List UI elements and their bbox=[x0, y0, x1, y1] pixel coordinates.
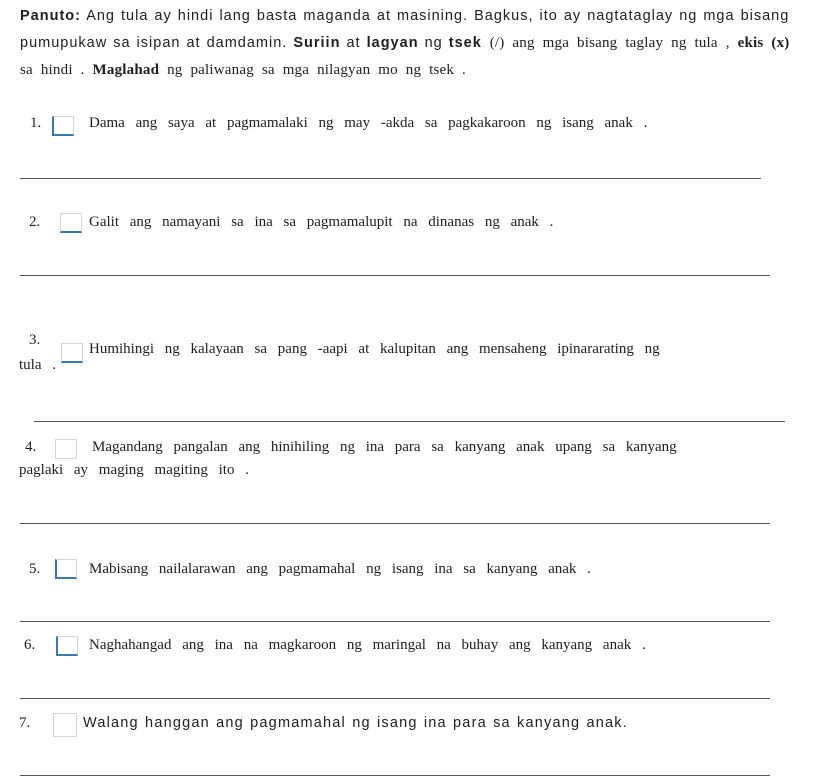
item-number: 5. bbox=[29, 561, 41, 577]
keyword-lagyan: lagyan bbox=[366, 35, 419, 51]
answer-line-3[interactable] bbox=[34, 421, 785, 422]
checkbox-item-7[interactable] bbox=[53, 713, 77, 737]
keyword-x: (x) bbox=[771, 35, 790, 51]
item-text: Humihingi ng kalayaan sa pang -aapi at kalupitan ang mensaheng ipinararating ng bbox=[89, 341, 660, 357]
item-number: 6. bbox=[24, 637, 36, 653]
checkbox-item-5[interactable] bbox=[55, 559, 77, 579]
item-text: Magandang pangalan ang hinihiling ng ina para sa kanyang anak upang sa kanyang bbox=[92, 439, 677, 455]
answer-line-1[interactable] bbox=[20, 178, 761, 179]
checkbox-item-1[interactable] bbox=[52, 116, 74, 136]
instructions-paragraph bbox=[20, 3, 790, 84]
checkbox-item-3[interactable] bbox=[61, 343, 83, 363]
checkbox-item-6[interactable] bbox=[56, 636, 78, 656]
item-text: Naghahangad ang ina na magkaroon ng maringal na buhay ang kanyang anak . bbox=[89, 637, 646, 653]
instructions-text-3: ng bbox=[418, 35, 449, 51]
keyword-ekis: ekis bbox=[737, 35, 764, 51]
instructions-text-7: ng paliwanag sa mga nilagyan mo ng tsek . bbox=[159, 62, 466, 78]
item-number: 2. bbox=[29, 214, 41, 230]
answer-line-4[interactable] bbox=[20, 523, 770, 524]
instructions-text-2: at bbox=[340, 35, 367, 51]
item-number: 1. bbox=[30, 115, 42, 131]
item-number: 7. bbox=[19, 715, 31, 731]
answer-line-7[interactable] bbox=[20, 775, 770, 776]
item-text: Dama ang saya at pagmamalaki ng may -akda sa pagkakaroon ng isang anak . bbox=[89, 115, 648, 131]
checkbox-item-4[interactable] bbox=[55, 439, 77, 459]
answer-line-2[interactable] bbox=[20, 275, 770, 276]
item-text: Galit ang namayani sa ina sa pagmamalupit na dinanas ng anak . bbox=[89, 214, 554, 230]
checkbox-item-2[interactable] bbox=[60, 213, 82, 233]
keyword-suriin: Suriin bbox=[293, 35, 341, 51]
item-text-continued: paglaki ay maging magiting ito . bbox=[19, 462, 249, 478]
item-text-continued: tula . bbox=[19, 357, 56, 373]
keyword-maglahad: Maglahad bbox=[92, 62, 160, 78]
item-text: Walang hanggan ang pagmamahal ng isang ina para sa kanyang anak. bbox=[83, 715, 628, 731]
item-number: 4. bbox=[25, 439, 37, 455]
keyword-tsek: tsek bbox=[448, 35, 482, 51]
instructions-text-6: sa hindi . bbox=[20, 62, 93, 78]
instructions-text-1: Ang tula ay hindi lang basta maganda at masining. Bagkus, ito ay nagtataglay ng mga bisang pumupukaw sa isipan at damdamin. bbox=[20, 8, 790, 51]
answer-line-5[interactable] bbox=[20, 621, 770, 622]
instructions-label: Panuto: bbox=[20, 8, 81, 24]
item-number: 3. bbox=[29, 332, 41, 348]
instructions-text-4: (/) ang mga bisang taglay ng tula , bbox=[481, 35, 738, 51]
answer-line-6[interactable] bbox=[20, 698, 770, 699]
item-text: Mabisang nailalarawan ang pagmamahal ng isang ina sa kanyang anak . bbox=[89, 561, 591, 577]
